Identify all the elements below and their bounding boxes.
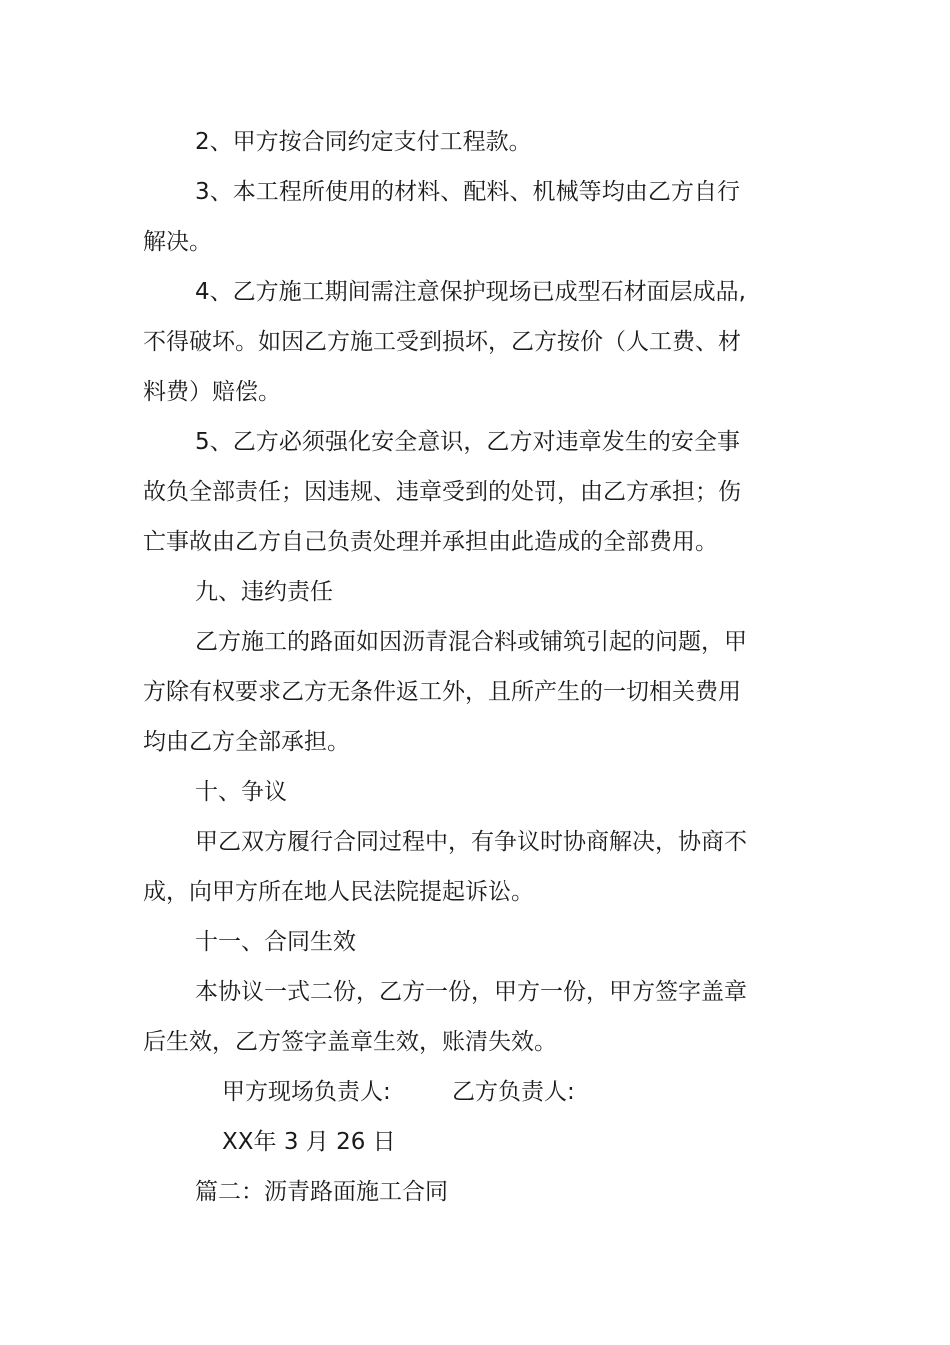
clause-line: 4、乙方施工期间需注意保护现场已成型石材面层成品, bbox=[195, 279, 746, 305]
next-section-title: 篇二：沥青路面施工合同 bbox=[195, 1179, 448, 1205]
clause-line: 故负全部责任；因违规、违章受到的处罚，由乙方承担；伤 bbox=[143, 479, 741, 505]
clause-line: 后生效，乙方签字盖章生效，账清失效。 bbox=[143, 1029, 557, 1055]
clause-line: 方除有权要求乙方无条件返工外，且所产生的一切相关费用 bbox=[143, 679, 741, 705]
clause-line: 甲乙双方履行合同过程中，有争议时协商解决，协商不 bbox=[195, 829, 747, 855]
clause-line: 解决。 bbox=[143, 229, 212, 255]
signature-party-b: 乙方负责人: bbox=[452, 1079, 575, 1105]
section-heading: 十、争议 bbox=[195, 779, 287, 805]
clause-line: 成，向甲方所在地人民法院提起诉讼。 bbox=[143, 879, 534, 905]
clause-line: 料费）赔偿。 bbox=[143, 379, 281, 405]
clause-line: 5、乙方必须强化安全意识，乙方对违章发生的安全事 bbox=[195, 429, 740, 455]
clause-line: 3、本工程所使用的材料、配料、机械等均由乙方自行 bbox=[195, 179, 740, 205]
clause-line: 不得破坏。如因乙方施工受到损坏，乙方按价（人工费、材 bbox=[143, 329, 741, 355]
clause-line: 2、甲方按合同约定支付工程款。 bbox=[195, 129, 532, 155]
clause-line: 均由乙方全部承担。 bbox=[143, 729, 350, 755]
section-heading: 十一、合同生效 bbox=[195, 929, 356, 955]
clause-line: 本协议一式二份，乙方一份，甲方一份，甲方签字盖章 bbox=[195, 979, 747, 1005]
section-heading: 九、违约责任 bbox=[195, 579, 333, 605]
contract-date: XX年 3 月 26 日 bbox=[222, 1129, 396, 1155]
clause-line: 亡事故由乙方自己负责处理并承担由此造成的全部费用。 bbox=[143, 529, 718, 555]
clause-line: 乙方施工的路面如因沥青混合料或铺筑引起的问题，甲 bbox=[195, 629, 747, 655]
signature-party-a: 甲方现场负责人: bbox=[222, 1079, 391, 1105]
